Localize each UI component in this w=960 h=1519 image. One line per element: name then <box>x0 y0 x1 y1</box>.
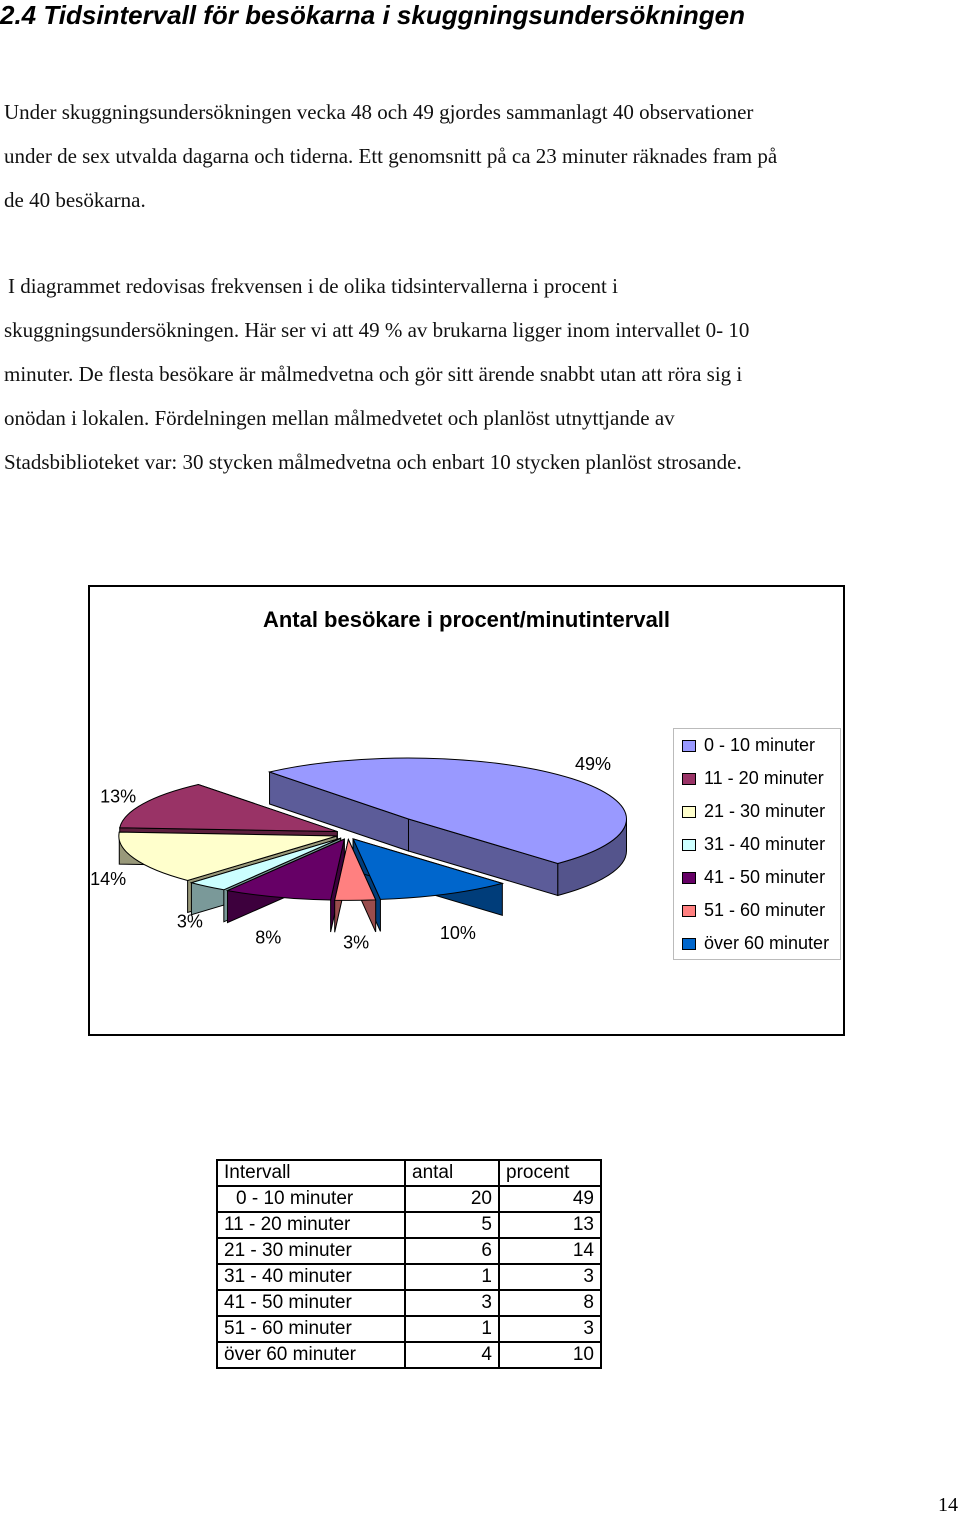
paragraph-intro <box>4 90 777 222</box>
table-header-row <box>217 1160 601 1186</box>
legend-label: 41 - 50 minuter <box>704 867 826 887</box>
table-cell-percent: 3 <box>499 1264 601 1290</box>
table-cell-count: 1 <box>405 1264 499 1290</box>
chart-title: Antal besökare i procent/minutintervall <box>262 607 671 632</box>
chart-legend <box>673 728 841 960</box>
table-cell-percent: 14 <box>499 1238 601 1264</box>
table-cell-percent: 8 <box>499 1290 601 1316</box>
table-row <box>217 1264 601 1290</box>
table-row <box>217 1238 601 1264</box>
table-cell-count: 1 <box>405 1316 499 1342</box>
paragraph-line: minuter. De flesta besökare är målmedvetna och gör sitt ärende snabbt utan att röra sig i <box>4 362 743 386</box>
legend-label: 51 - 60 minuter <box>704 900 826 920</box>
legend-label: 31 - 40 minuter <box>704 834 826 854</box>
pie-label: 10% <box>439 922 476 943</box>
pie-label: 49% <box>575 754 612 775</box>
pie-chart <box>88 585 845 1036</box>
table-cell-count: 20 <box>405 1186 499 1212</box>
pie-label: 3% <box>176 911 203 932</box>
table-cell-count: 5 <box>405 1212 499 1238</box>
pie-label: 14% <box>90 868 127 889</box>
table-cell-count: 4 <box>405 1342 499 1368</box>
legend-label: över 60 minuter <box>704 933 830 953</box>
legend-label: 21 - 30 minuter <box>704 801 826 821</box>
table-row <box>217 1290 601 1316</box>
column-header-count: antal <box>405 1160 499 1186</box>
table-cell-percent: 3 <box>499 1316 601 1342</box>
paragraph-line: de 40 besökarna. <box>4 188 146 212</box>
table-cell-interval: 51 - 60 minuter <box>217 1316 405 1342</box>
table-row <box>217 1186 601 1212</box>
table-cell-interval: 0 - 10 minuter <box>217 1186 405 1212</box>
page-number: 14 <box>938 1494 958 1516</box>
table-cell-interval: över 60 minuter <box>217 1342 405 1368</box>
legend-label: 11 - 20 minuter <box>704 768 824 788</box>
paragraph-analysis <box>4 264 749 484</box>
section-heading: 2.4 Tidsintervall för besökarna i skuggningsundersökningen <box>0 0 746 30</box>
table-cell-percent: 49 <box>499 1186 601 1212</box>
table-cell-interval: 11 - 20 minuter <box>217 1212 405 1238</box>
pie-label: 13% <box>100 786 137 807</box>
table-cell-interval: 41 - 50 minuter <box>217 1290 405 1316</box>
paragraph-line: skuggningsundersökningen. Här ser vi att 49 % av brukarna ligger inom intervallet 0- 10 <box>4 318 750 342</box>
legend-label: 0 - 10 minuter <box>704 735 816 755</box>
paragraph-line: Under skuggningsundersökningen vecka 48 och 49 gjordes sammanlagt 40 observationer <box>4 100 754 124</box>
table-cell-percent: 13 <box>499 1212 601 1238</box>
table-cell-interval: 31 - 40 minuter <box>217 1264 405 1290</box>
table-row <box>217 1212 601 1238</box>
table-row <box>217 1316 601 1342</box>
pie-slices <box>119 758 627 932</box>
paragraph-line: I diagrammet redovisas frekvensen i de olika tidsintervallerna i procent i <box>8 274 618 298</box>
column-header-percent: procent <box>499 1160 601 1186</box>
table-cell-count: 6 <box>405 1238 499 1264</box>
column-header-interval: Intervall <box>217 1160 405 1186</box>
table-cell-count: 3 <box>405 1290 499 1316</box>
pie-label: 8% <box>255 927 282 948</box>
table-row <box>217 1342 601 1368</box>
paragraph-line: under de sex utvalda dagarna och tiderna. Ett genomsnitt på ca 23 minuter räknades fram på <box>4 144 778 168</box>
legend-swatch <box>682 839 696 851</box>
legend-swatch <box>682 872 696 884</box>
interval-table <box>216 1159 602 1369</box>
table-cell-percent: 10 <box>499 1342 601 1368</box>
legend-swatch <box>682 938 696 950</box>
legend-swatch <box>682 740 696 752</box>
table-cell-interval: 21 - 30 minuter <box>217 1238 405 1264</box>
pie-label: 3% <box>343 932 370 953</box>
legend-swatch <box>682 806 696 818</box>
paragraph-line: onödan i lokalen. Fördelningen mellan målmedvetet och planlöst utnyttjande av <box>4 406 675 430</box>
paragraph-line: Stadsbiblioteket var: 30 stycken målmedvetna och enbart 10 stycken planlöst strosande. <box>4 450 742 474</box>
legend-swatch <box>682 773 696 785</box>
legend-swatch <box>682 905 696 917</box>
